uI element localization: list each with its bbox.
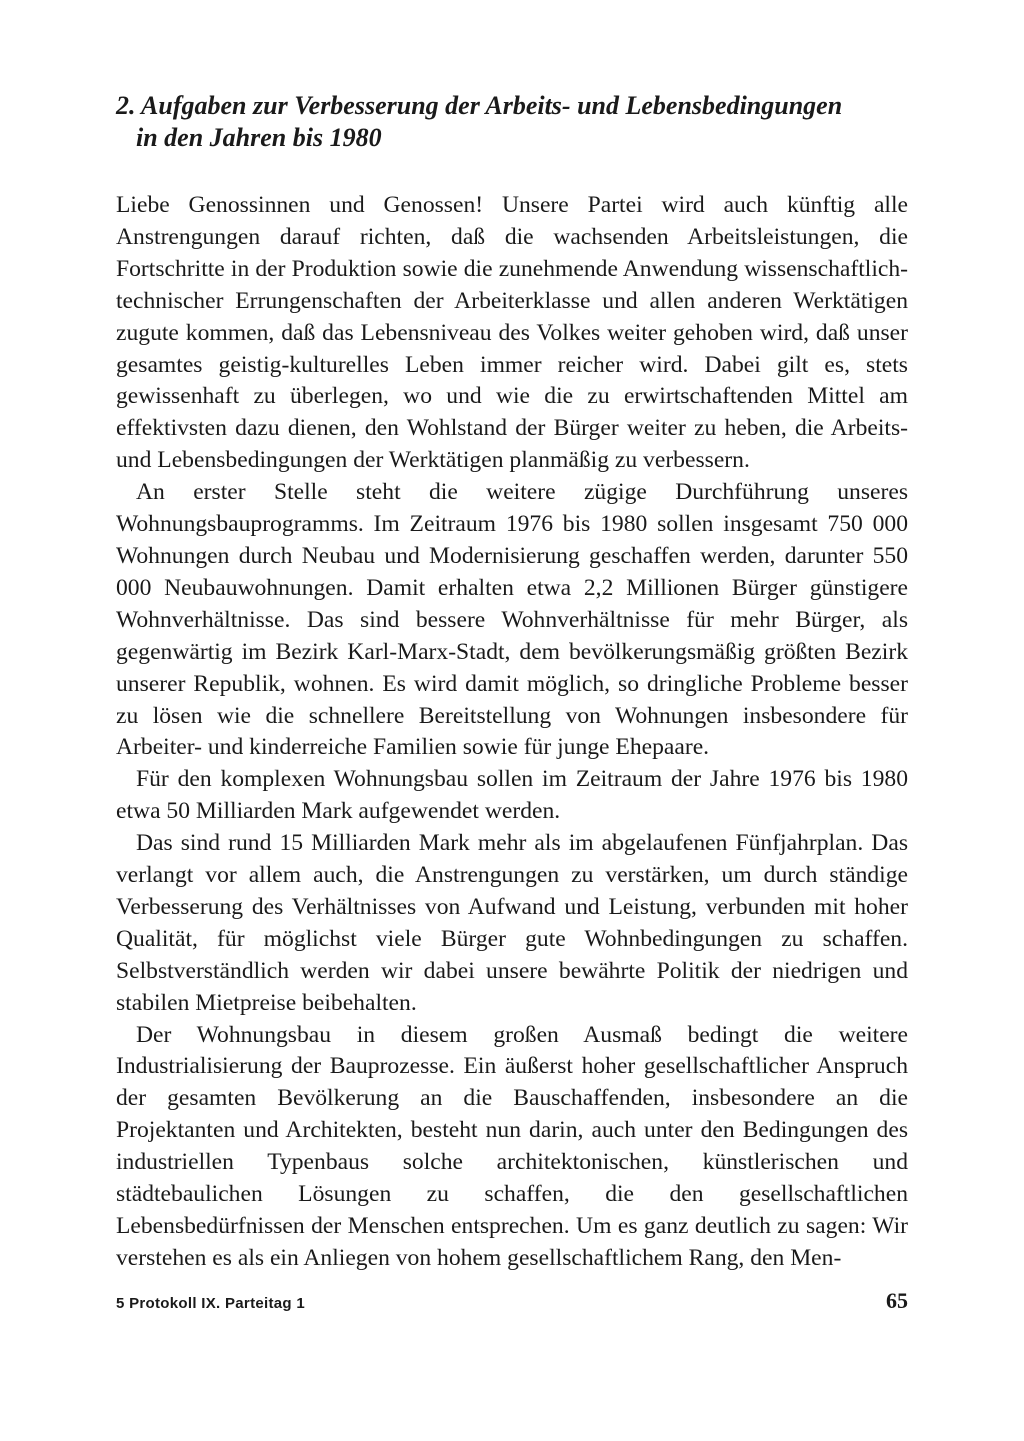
print-signature: 5 Protokoll IX. Parteitag 1 (116, 1295, 305, 1312)
body-text (116, 190, 908, 1275)
page-number: 65 (886, 1288, 908, 1313)
paragraph-3: Für den komplexen Wohnungsbau sollen im Zeitraum der Jahre 1976 bis 1980 etwa 50 Milliarden Mark aufgewendet werden. (116, 766, 908, 825)
paragraph-4: Das sind rund 15 Milliarden Mark mehr als im abgelaufenen Fünfjahrplan. Das verlangt vor allem auch, die Anstrengungen zu verstärken, um durch ständige Verbesserung des Verhältnisses von Aufwand und Leistung, verbunden mit hoher Qualität, für möglichst viele Bürger gute Wohnbedingungen zu schaffen. Selbstverständlich werden wir dabei unsere bewährte Politik der niedrigen und stabilen Mietpreise beibehalten. (116, 830, 908, 1016)
document-page (116, 90, 908, 1275)
section-heading-line-1: 2. Aufgaben zur Verbesserung der Arbeits- und Lebensbedingungen (116, 91, 843, 120)
paragraph-2: An erster Stelle steht die weitere zügige Durchführung unseres Wohnungsbauprogramms. Im Zeitraum 1976 bis 1980 sollen insgesamt 750 000 Wohnungen durch Neubau und Modernisierung geschaffen werden, darunter 550 000 Neubauwohnungen. Damit erhalten etwa 2,2 Millionen Bürger günstigere Wohnverhältnisse. Das sind bessere Wohnverhältnisse für mehr Bürger, als gegenwärtig im Bezirk Karl-Marx-Stadt, dem bevölkerungsmäßig größten Bezirk unserer Republik, wohnen. Es wird damit möglich, so dringliche Probleme besser zu lösen wie die schnellere Bereitstellung von Wohnungen insbesondere für Arbeiter- und kinderreiche Familien sowie für junge Ehepaare. (116, 479, 908, 761)
section-heading-line-2: in den Jahren bis 1980 (136, 123, 382, 152)
paragraph-5: Der Wohnungsbau in diesem großen Ausmaß bedingt die weitere Industrialisierung der Bauprozesse. Ein äußerst hoher gesellschaftlicher Anspruch der gesamten Bevölkerung an die Bauschaffenden, insbesondere an die Projektanten und Architekten, besteht nun darin, auch unter den Bedingungen des industriellen Typenbaus solche architektonischen, künstlerischen und städtebaulichen Lösungen zu schaffen, die den gesellschaftlichen Lebensbedürfnissen der Menschen entsprechen. Um es ganz deutlich zu sagen: Wir verstehen es als ein Anliegen von hohem gesellschaftlichem Rang, den Men- (116, 1021, 908, 1271)
section-heading (116, 90, 908, 154)
page-footer (116, 1288, 908, 1314)
paragraph-1: Liebe Genossinnen und Genossen! Unsere Partei wird auch künftig alle Anstrengungen darauf richten, daß die wachsenden Arbeitsleistungen, die Fortschritte in der Produktion sowie die zunehmende Anwendung wissenschaftlich-technischer Errungenschaften der Arbeiterklasse und allen anderen Werktätigen zugute kommen, daß das Lebensniveau des Volkes weiter gehoben wird, daß unser gesamtes geistig-kulturelles Leben immer reicher wird. Dabei gilt es, stets gewissenhaft zu überlegen, wo und wie die zu erwirtschaftenden Mittel am effektivsten dazu dienen, den Wohlstand der Bürger weiter zu heben, die Arbeits- und Lebensbedingungen der Werktätigen planmäßig zu verbessern. (116, 192, 908, 474)
